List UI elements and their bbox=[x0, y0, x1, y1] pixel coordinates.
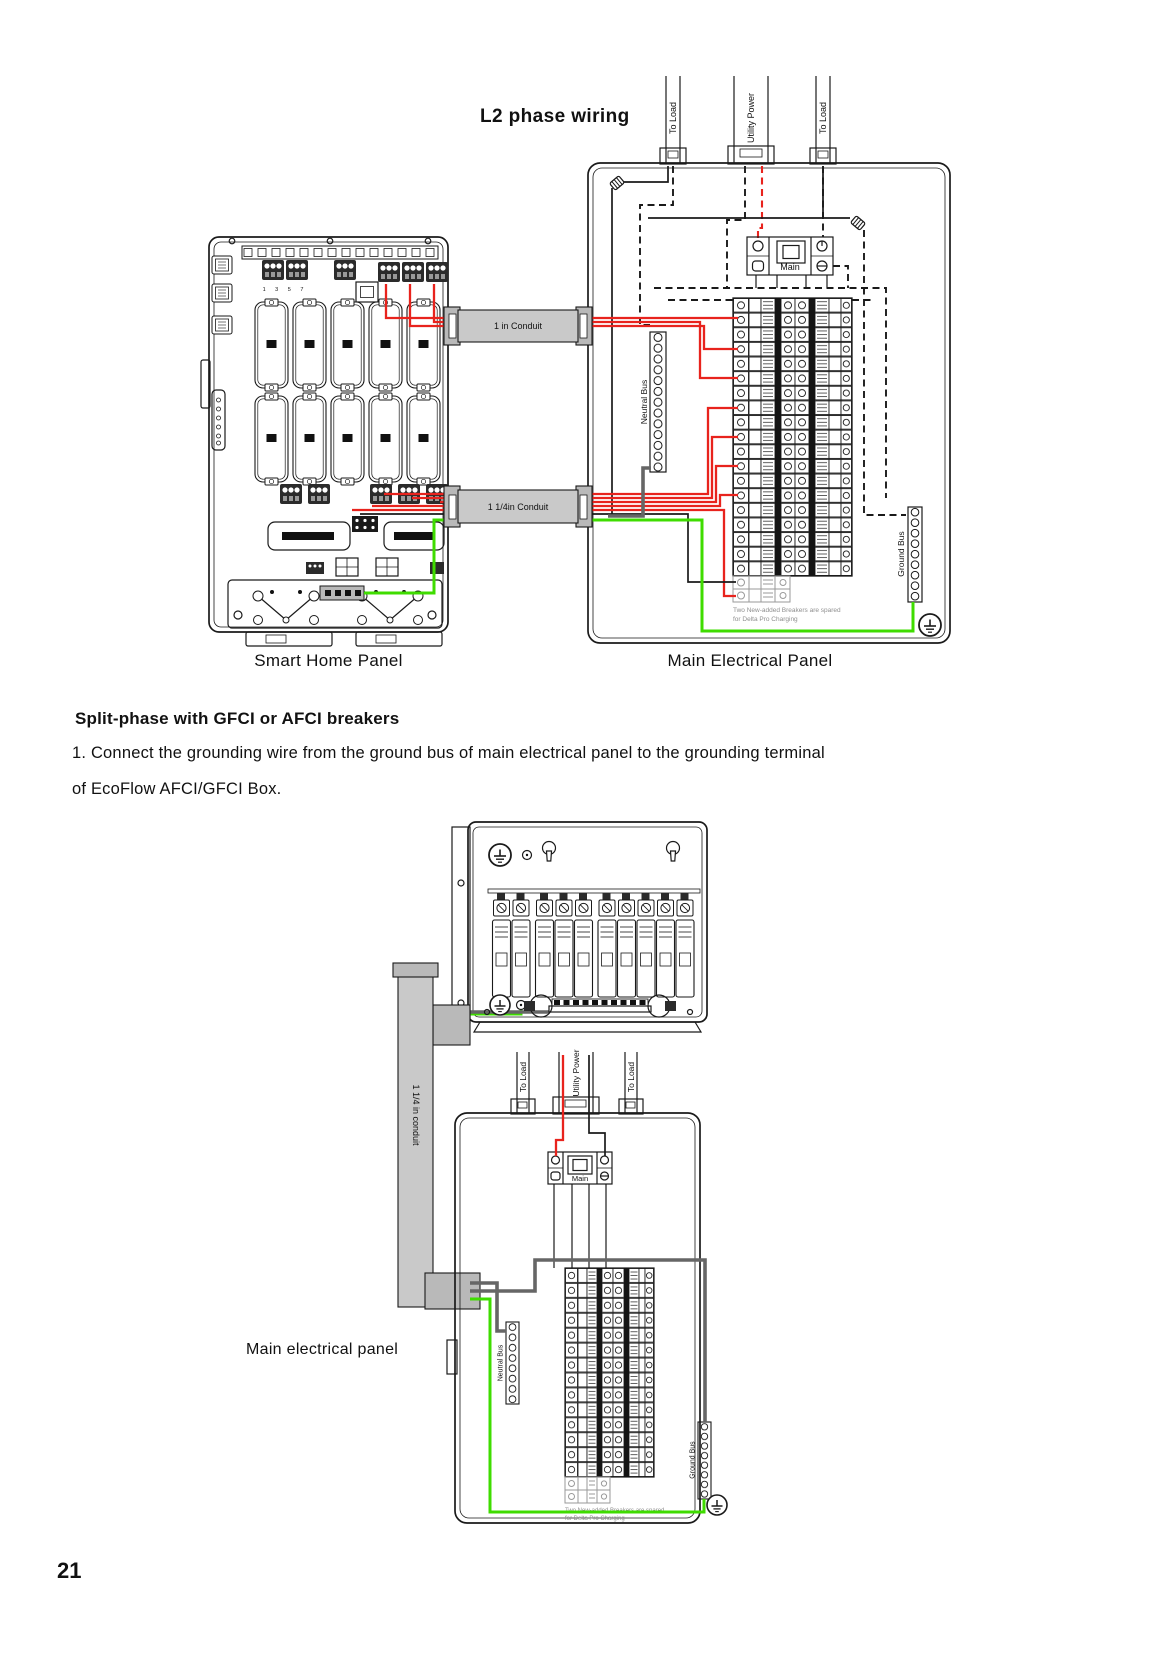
relay-module bbox=[255, 393, 288, 485]
conduit-label: 1 1/4 in conduit bbox=[411, 1084, 421, 1146]
bottom-panel-label: Main electrical panel bbox=[246, 1341, 399, 1358]
ground-bus-label: Ground Bus bbox=[689, 1441, 697, 1479]
power-module bbox=[268, 516, 444, 550]
vent-slots bbox=[242, 246, 438, 259]
ground-symbol-icon bbox=[919, 614, 941, 636]
comm-port bbox=[212, 284, 232, 302]
relay-module bbox=[331, 299, 364, 391]
main-electrical-panel-caption: Main Electrical Panel bbox=[667, 651, 833, 670]
conduit-1-1-4in-vertical bbox=[393, 963, 480, 1309]
comm-port bbox=[212, 256, 232, 274]
conduit-label: 1 1/4in Conduit bbox=[487, 502, 549, 512]
breaker bbox=[512, 893, 530, 997]
main-electrical-panel bbox=[588, 76, 950, 643]
keyhole-mount-icon bbox=[667, 842, 680, 862]
feed-utility-power bbox=[728, 76, 774, 164]
afci-gfci-box bbox=[452, 822, 707, 1032]
neutral-bus-label: Neutral Bus bbox=[639, 379, 649, 425]
spare-breakers bbox=[733, 576, 841, 623]
main-electrical-panel-bottom bbox=[447, 1049, 727, 1523]
terminal-block bbox=[280, 484, 302, 504]
neutral-bus bbox=[639, 332, 666, 472]
feed-label: To Load bbox=[518, 1061, 528, 1093]
l2-phase-wiring-diagram bbox=[0, 70, 1166, 684]
terminal-numbers: 1 3 5 7 bbox=[262, 287, 308, 293]
terminal-block bbox=[378, 262, 400, 282]
breaker bbox=[618, 893, 636, 997]
gfci-afci-wiring-diagram bbox=[0, 815, 1166, 1551]
spare-note: Two New-added Breakers are spared bbox=[565, 1508, 665, 1514]
ground-bus-label: Ground Bus bbox=[896, 531, 906, 577]
breaker bbox=[555, 893, 573, 997]
main-breaker-label: Main bbox=[571, 1174, 589, 1183]
aux-connectors bbox=[306, 558, 444, 576]
main-breaker-label: Main bbox=[780, 262, 800, 272]
feed-label: Utility Power bbox=[746, 92, 756, 144]
terminal-block bbox=[426, 262, 448, 282]
relay-module bbox=[255, 299, 288, 391]
terminal-block bbox=[262, 260, 284, 280]
feed-label: To Load bbox=[668, 101, 678, 135]
neutral-bus-label: Neutral Bus bbox=[497, 1344, 505, 1382]
terminal-block bbox=[402, 262, 424, 282]
conduit-label: 1 in Conduit bbox=[493, 321, 543, 331]
relay-module bbox=[293, 299, 326, 391]
main-breaker bbox=[747, 237, 833, 288]
feed-to-load-left bbox=[511, 1052, 535, 1114]
comm-port bbox=[212, 316, 232, 334]
feed-utility-power bbox=[553, 1049, 599, 1114]
keyhole-mount-icon bbox=[543, 842, 556, 862]
breaker-matrix bbox=[733, 298, 852, 576]
strain-relief-gland-icon bbox=[851, 216, 866, 231]
relay-module bbox=[369, 393, 402, 485]
terminal-block bbox=[308, 484, 330, 504]
ground-symbol-icon bbox=[489, 844, 511, 866]
feed-to-load-right bbox=[619, 1052, 643, 1114]
spare-breakers bbox=[565, 1477, 664, 1522]
breaker bbox=[493, 893, 511, 997]
breaker bbox=[598, 893, 616, 997]
feed-to-load-left bbox=[660, 76, 686, 164]
page-number: 21 bbox=[57, 1558, 82, 1583]
battery-bay bbox=[228, 580, 442, 628]
smart-home-panel-caption: Smart Home Panel bbox=[254, 651, 403, 670]
feed-to-load-right bbox=[810, 76, 836, 164]
feed-label: To Load bbox=[818, 101, 828, 135]
spare-note: Two New-added Breakers are spared bbox=[733, 607, 841, 614]
ground-bus bbox=[690, 1422, 712, 1499]
conduit-1-1-4in bbox=[444, 486, 592, 527]
relay-module bbox=[407, 393, 440, 485]
wire-neutral-gray bbox=[608, 468, 651, 516]
breaker bbox=[575, 893, 593, 997]
ground-symbol-icon bbox=[707, 1495, 727, 1515]
relay-module bbox=[331, 393, 364, 485]
breaker bbox=[637, 893, 655, 997]
feed-label: Utility Power bbox=[571, 1049, 581, 1097]
instruction-step-line2: of EcoFlow AFCI/GFCI Box. bbox=[72, 780, 282, 798]
main-breaker bbox=[548, 1152, 612, 1268]
io-connector bbox=[356, 282, 378, 302]
breaker bbox=[536, 893, 554, 997]
diagram-title: L2 phase wiring bbox=[480, 106, 630, 127]
spare-note: for Delta Pro Charging bbox=[733, 616, 798, 623]
wire-black bbox=[360, 514, 736, 582]
section-heading: Split-phase with GFCI or AFCI breakers bbox=[75, 709, 400, 728]
breaker bbox=[676, 893, 694, 997]
terminal-block bbox=[286, 260, 308, 280]
spare-note: for Delta Pro Charging bbox=[565, 1516, 625, 1522]
relay-module bbox=[293, 393, 326, 485]
feed-label: To Load bbox=[626, 1061, 636, 1093]
wire-black bbox=[589, 1055, 605, 1156]
neutral-bus bbox=[498, 1322, 520, 1404]
breaker-matrix bbox=[565, 1268, 654, 1477]
mounting-feet bbox=[246, 632, 442, 646]
instruction-step-line1: 1. Connect the grounding wire from the ground bus of main electrical panel to the grounding terminal bbox=[72, 744, 825, 762]
ground-bus bbox=[896, 507, 922, 602]
wire-l2-dashed-red bbox=[758, 166, 762, 240]
breaker bbox=[657, 893, 675, 997]
conduit-1in bbox=[444, 307, 592, 345]
terminal-block bbox=[334, 260, 356, 280]
